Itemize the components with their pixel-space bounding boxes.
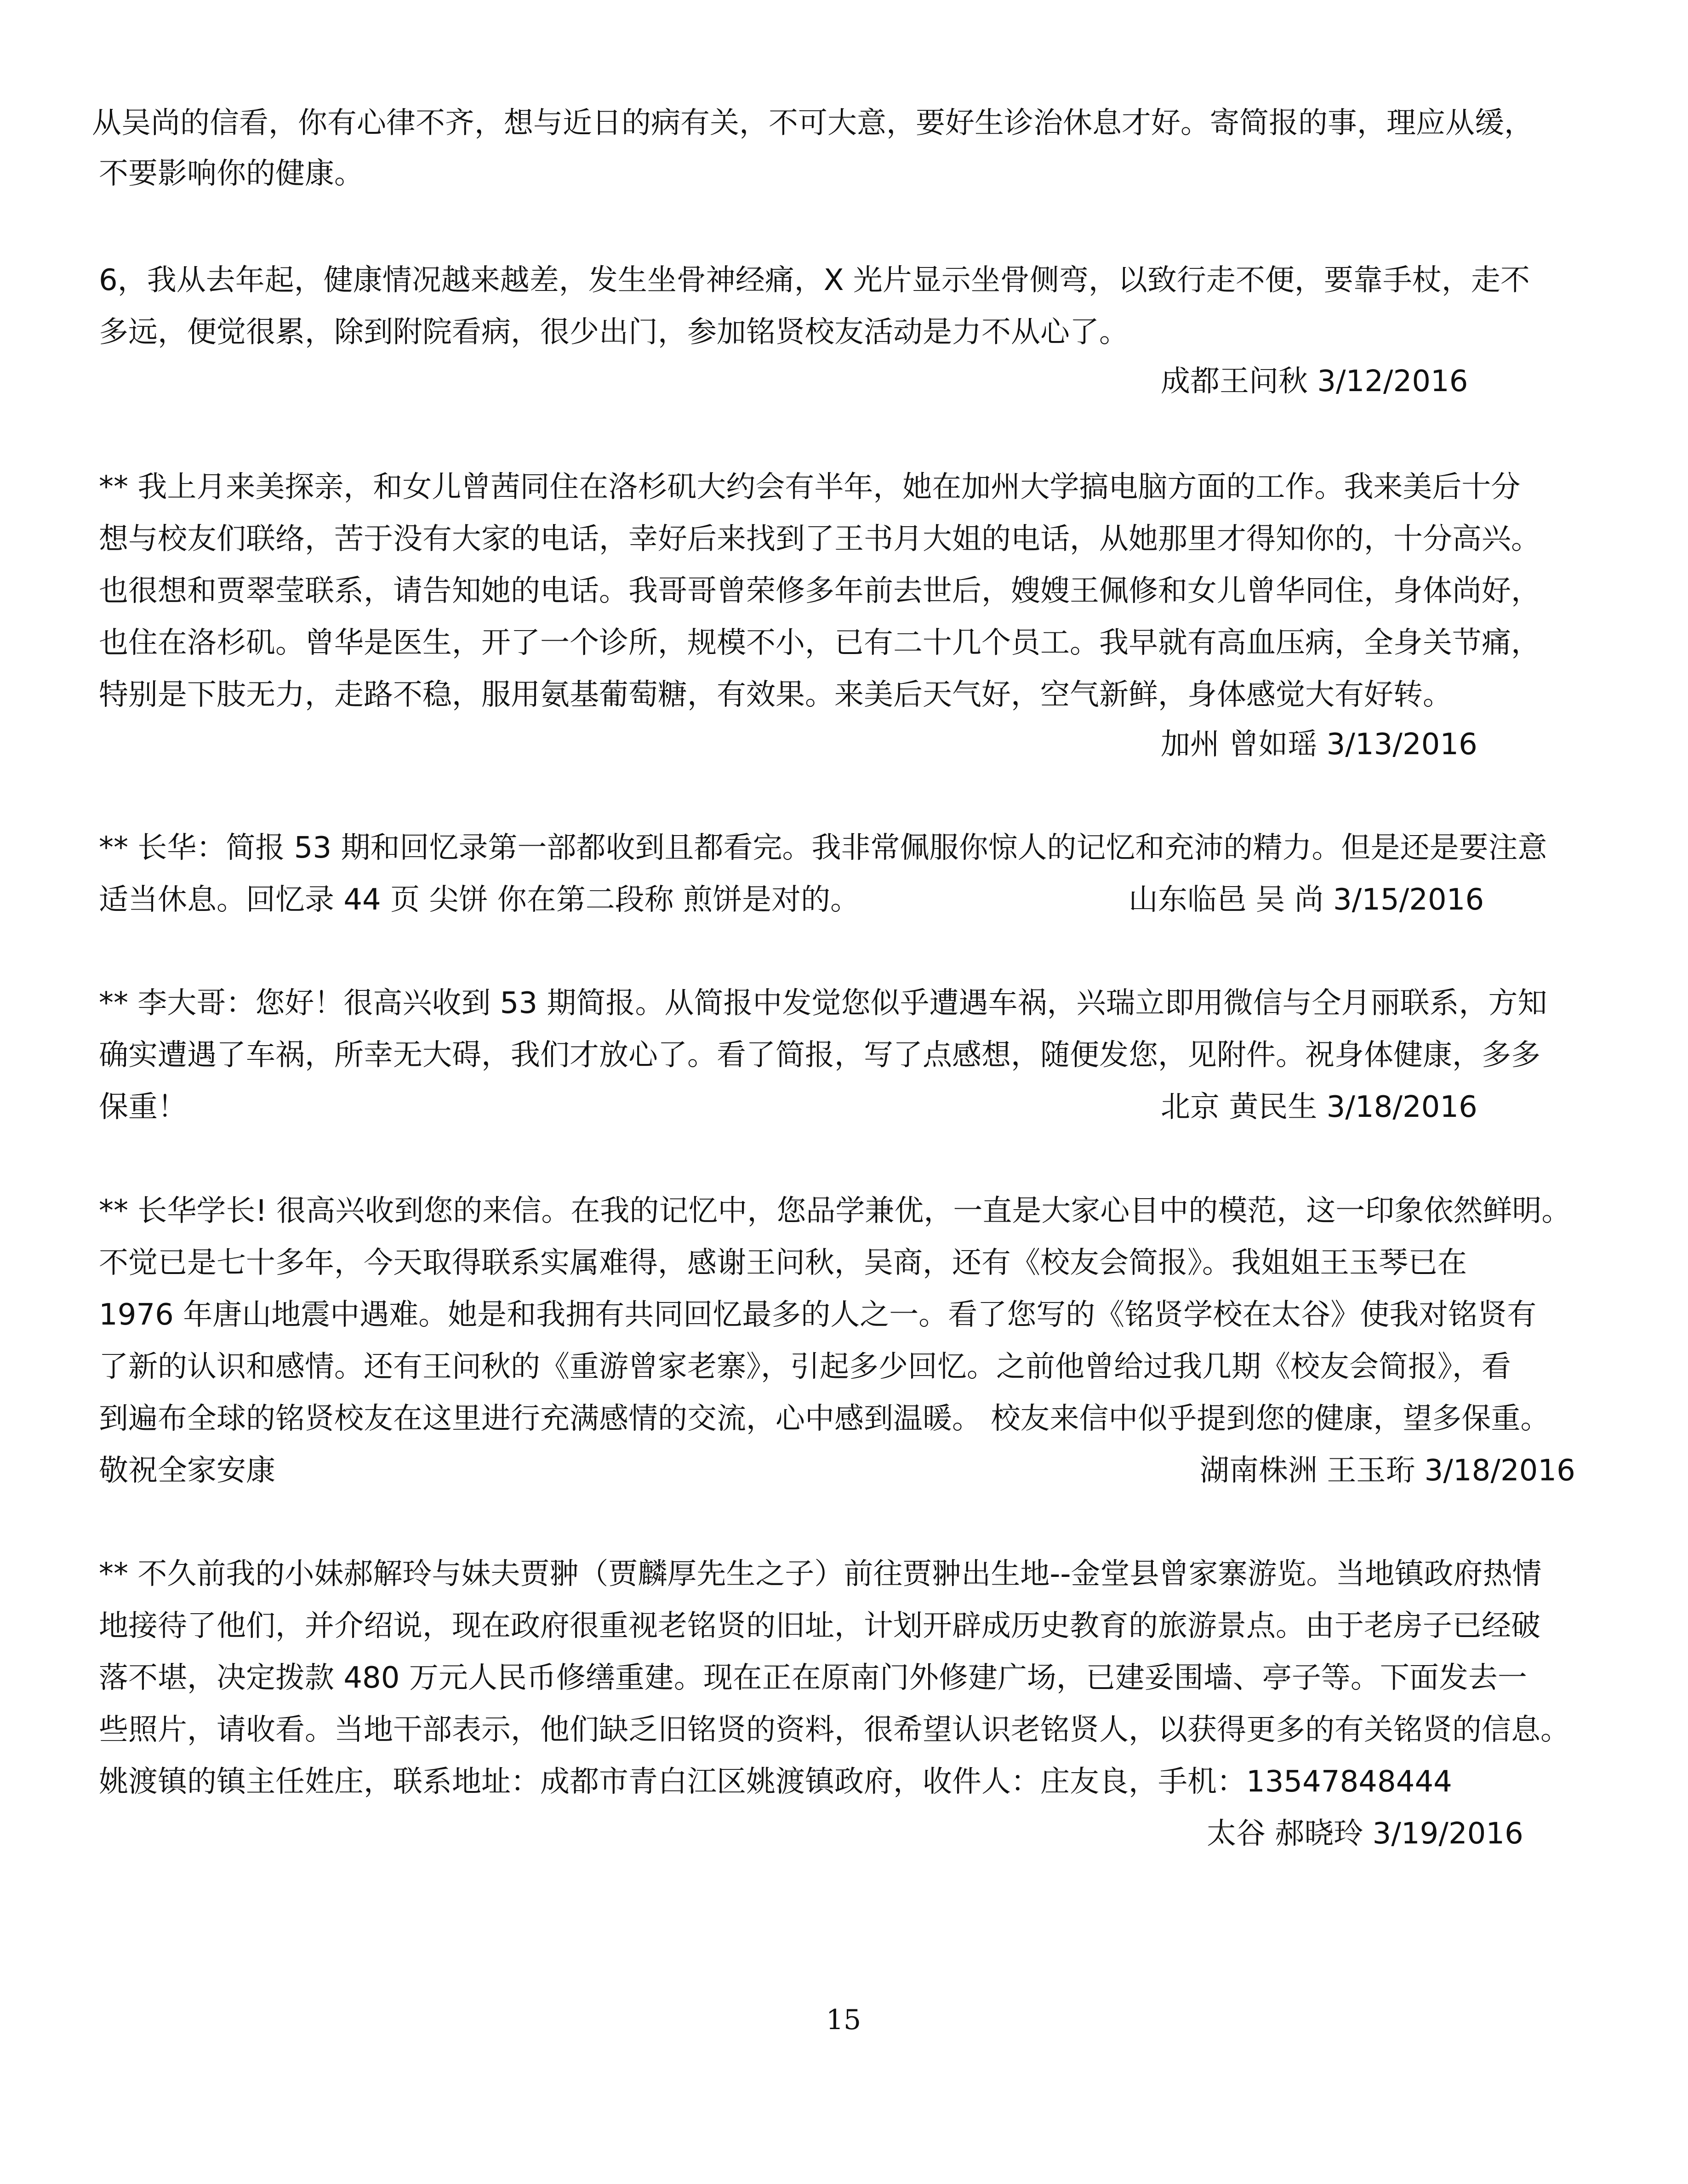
text-line: 也很想和贾翠莹联系，请告知她的电话。我哥哥曾荣修多年前去世后，嫂嫂王佩修和女儿曾华同住，身体尚好，	[99, 574, 1540, 608]
text-line: 想与校友们联络，苦于没有大家的电话，幸好后来找到了王书月大姐的电话，从她那里才得知你的，十分高兴。	[99, 522, 1540, 556]
signature: 湖南株洲 王玉珩 3/18/2016	[1200, 1454, 1575, 1488]
text-line: 敬祝全家安康	[99, 1454, 275, 1488]
text-line: 适当休息。回忆录 44 页 尖饼 你在第二段称 煎饼是对的。	[99, 883, 860, 917]
text-line: ** 不久前我的小妹郝解玲与妹夫贾翀（贾麟厚先生之子）前往贾翀出生地--金堂县曾家寨游览。当地镇政府热情	[99, 1557, 1542, 1591]
text-line: 落不堪，决定拨款 480 万元人民币修缮重建。现在正在原南门外修建广场，已建妥围墙、亭子等。下面发去一	[99, 1661, 1527, 1695]
text-line: 地接待了他们，并介绍说，现在政府很重视老铭贤的旧址，计划开辟成历史教育的旅游景点。由于老房子已经破	[99, 1609, 1540, 1643]
text-line: 特别是下肢无力，走路不稳，服用氨基葡萄糖，有效果。来美后天气好，空气新鲜，身体感觉大有好转。	[99, 678, 1452, 712]
page-number: 15	[826, 2004, 861, 2036]
text-line: 确实遭遇了车祸，所幸无大碍，我们才放心了。看了简报，写了点感想，随便发您，见附件。祝身体健康，多多	[99, 1038, 1540, 1072]
signature: 加州 曾如瑶 3/13/2016	[1161, 728, 1477, 762]
text-line: 从吴尚的信看，你有心律不齐，想与近日的病有关，不可大意，要好生诊治休息才好。寄简报的事，理应从缓，	[92, 106, 1534, 140]
signature: 北京 黄民生 3/18/2016	[1161, 1090, 1477, 1124]
text-line: 6，我从去年起，健康情况越来越差，发生坐骨神经痛，X 光片显示坐骨侧弯，以致行走不便，要靠手杖，走不	[99, 263, 1530, 297]
text-line: 1976 年唐山地震中遇难。她是和我拥有共同回忆最多的人之一。看了您写的《铭贤学校在太谷》使我对铭贤有	[99, 1298, 1537, 1332]
text-line: ** 我上月来美探亲，和女儿曾茜同住在洛杉矶大约会有半年，她在加州大学搞电脑方面的工作。我来美后十分	[99, 470, 1521, 504]
text-line: 不要影响你的健康。	[99, 157, 364, 191]
text-line: ** 李大哥：您好！很高兴收到 53 期简报。从简报中发觉您似乎遭遇车祸，兴瑞立即用微信与仝月丽联系，方知	[99, 986, 1547, 1020]
text-line: 多远，便觉很累，除到附院看病，很少出门，参加铭贤校友活动是力不从心了。	[99, 315, 1129, 349]
text-line: 些照片，请收看。当地干部表示，他们缺乏旧铭贤的资料，很希望认识老铭贤人，以获得更多的有关铭贤的信息。	[99, 1713, 1570, 1747]
text-line: 到遍布全球的铭贤校友在这里进行充满感情的交流，心中感到温暖。 校友来信中似乎提到您的健康，望多保重。	[99, 1402, 1550, 1436]
text-line: 也住在洛杉矶。曾华是医生，开了一个诊所，规模不小，已有二十几个员工。我早就有高血压病，全身关节痛，	[99, 626, 1540, 660]
signature: 山东临邑 吴 尚 3/15/2016	[1129, 883, 1484, 917]
text-line: ** 长华：简报 53 期和回忆录第一部都收到且都看完。我非常佩服你惊人的记忆和充沛的精力。但是还是要注意	[99, 831, 1547, 865]
signature: 成都王问秋 3/12/2016	[1161, 364, 1468, 398]
text-line: 姚渡镇的镇主任姓庄，联系地址：成都市青白江区姚渡镇政府，收件人：庄友良，手机：13547848444	[99, 1765, 1452, 1799]
text-line: 不觉已是七十多年，今天取得联系实属难得，感谢王问秋，吴商，还有《校友会简报》。我姐姐王玉琴已在	[99, 1246, 1467, 1280]
signature: 太谷 郝晓玲 3/19/2016	[1207, 1817, 1523, 1851]
text-line: ** 长华学长! 很高兴收到您的来信。在我的记忆中，您品学兼优，一直是大家心目中的模范，这一印象依然鲜明。	[99, 1194, 1571, 1228]
text-line: 保重！	[99, 1090, 187, 1124]
text-line: 了新的认识和感情。还有王问秋的《重游曾家老寨》，引起多少回忆。之前他曾给过我几期《校友会简报》，看	[99, 1350, 1511, 1384]
